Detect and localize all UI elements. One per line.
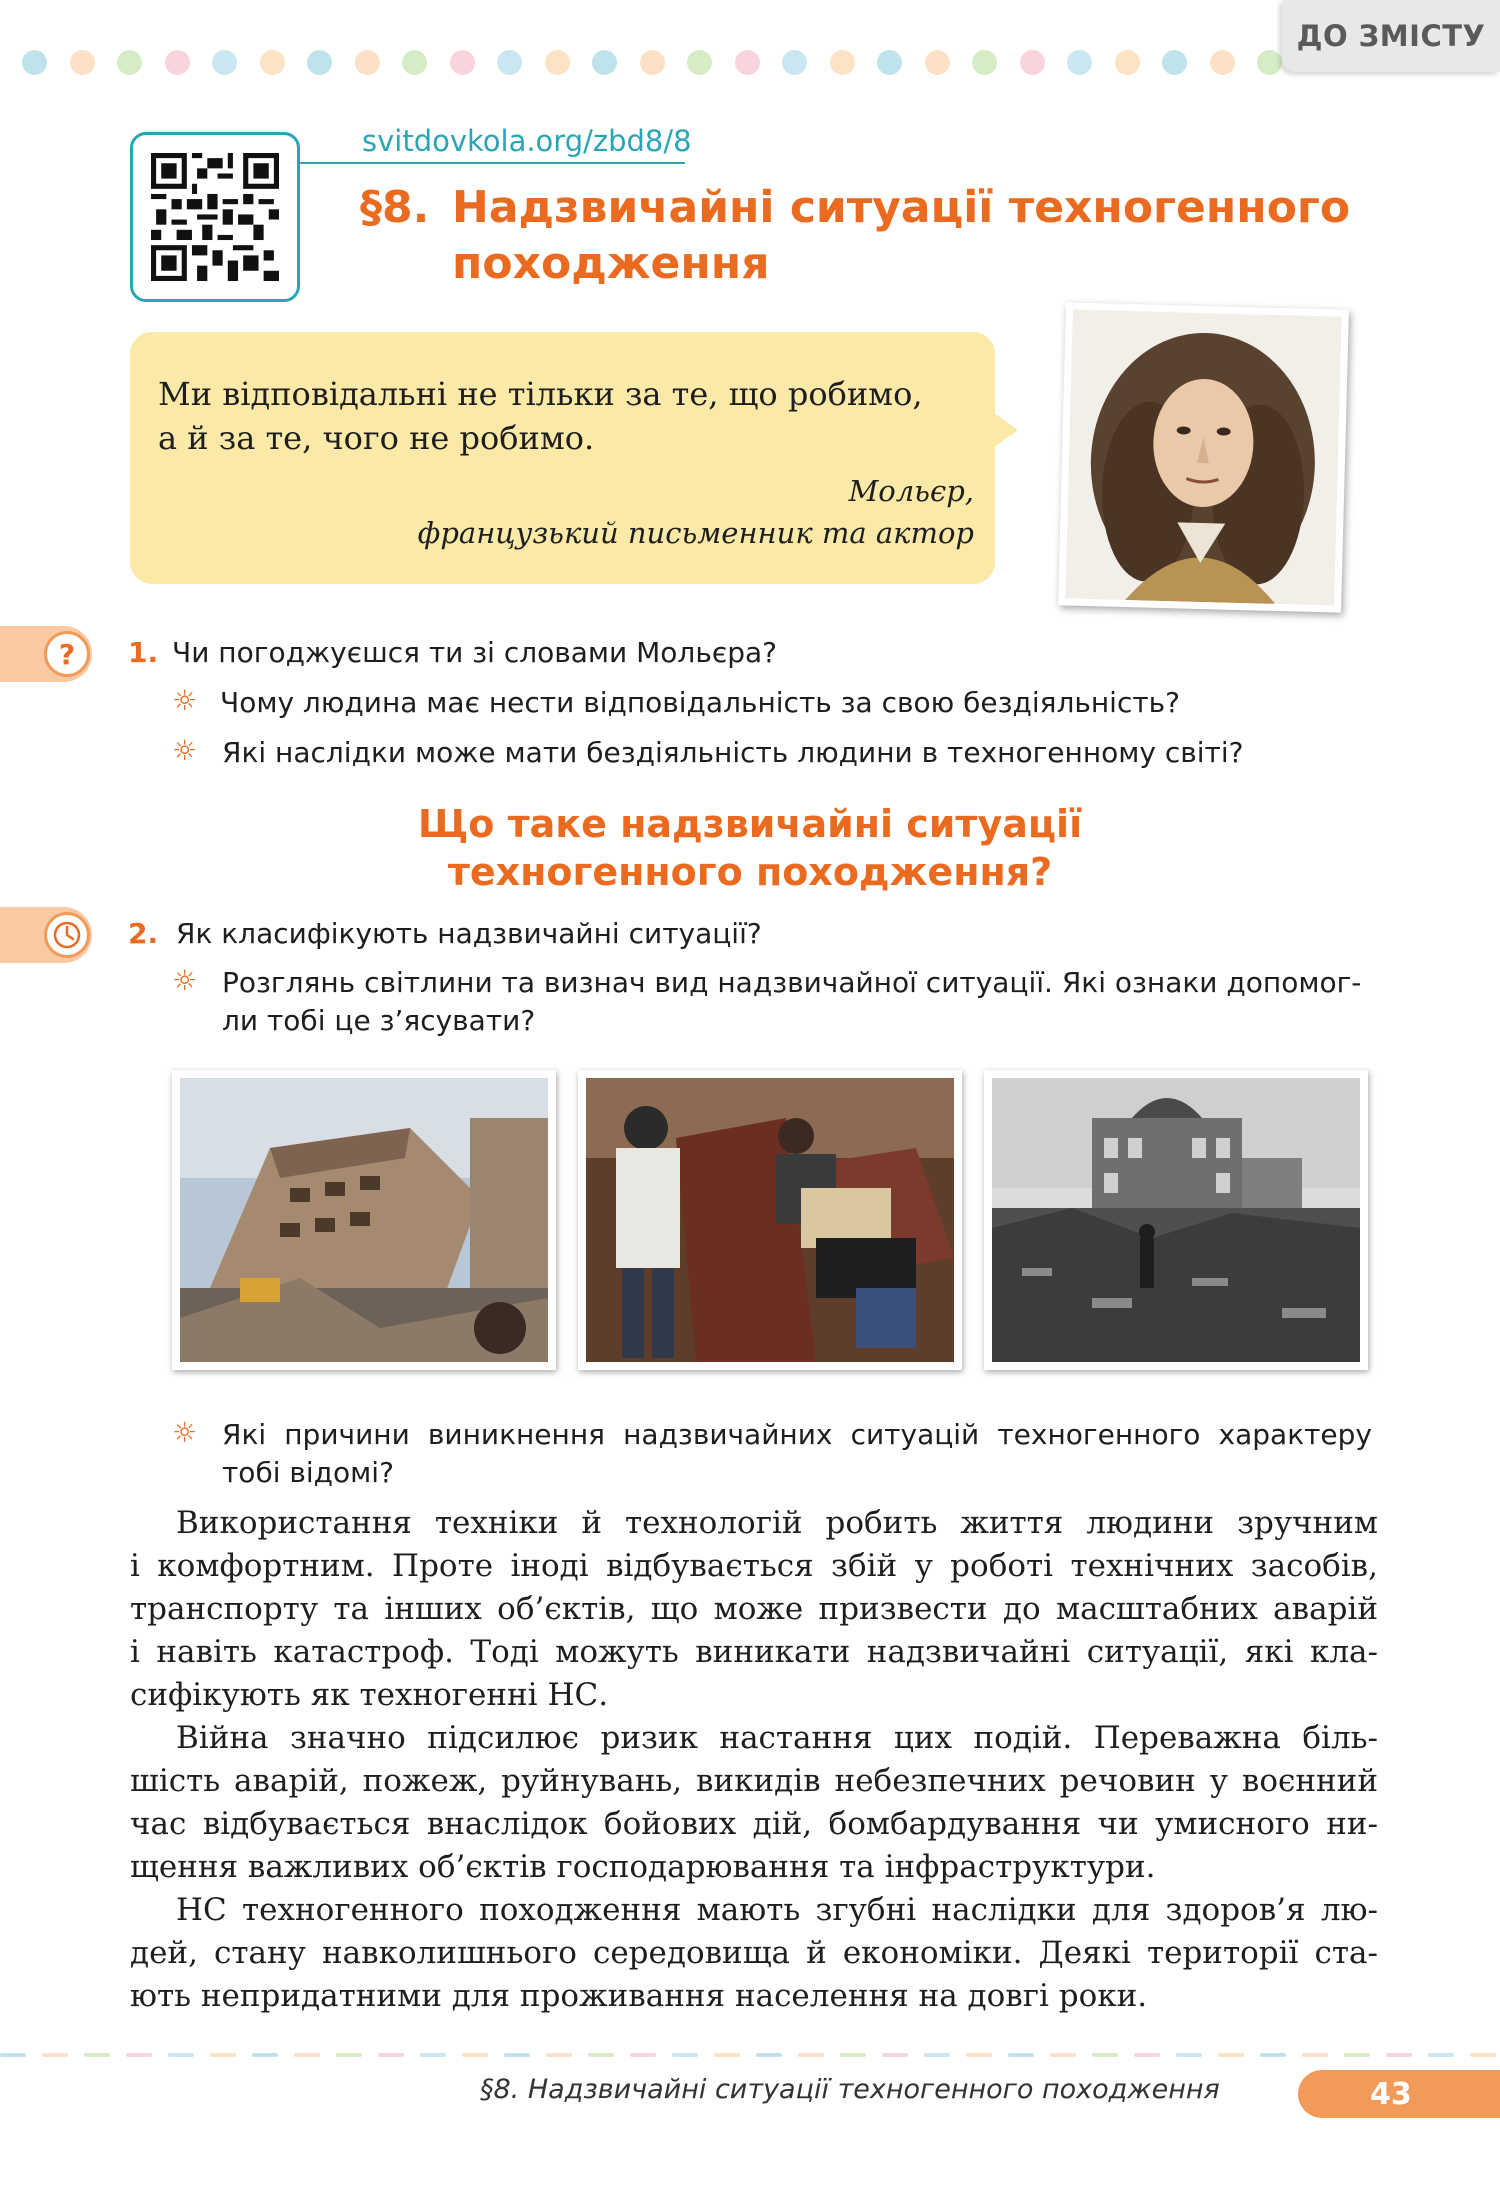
decorative-dot bbox=[877, 50, 902, 75]
decorative-dash bbox=[504, 2053, 530, 2057]
body-p1-line: і навіть катастроф. Тоді можуть виникати надзвичайні ситуації, які кла- bbox=[130, 1634, 1378, 1670]
body-p1-line: транспорту та інших об’єктів, що може призвести до масштабних аварій bbox=[130, 1591, 1378, 1627]
footer-running-title: §8. Надзвичайні ситуації техногенного походження bbox=[480, 2074, 1220, 2105]
decorative-dot bbox=[687, 50, 712, 75]
collapsed-building-image bbox=[180, 1078, 548, 1362]
decorative-dash bbox=[168, 2053, 194, 2057]
question1-number: 1. bbox=[128, 636, 159, 669]
decorative-dash bbox=[756, 2053, 782, 2057]
clock-icon-svg bbox=[51, 919, 83, 951]
url-underline bbox=[300, 162, 685, 164]
decorative-dash bbox=[210, 2053, 236, 2057]
body-p3-line: ють непридатними для проживання населення на довгі роки. bbox=[130, 1978, 1148, 2014]
decorative-dash bbox=[462, 2053, 488, 2057]
question2-bullet1 bbox=[222, 964, 1382, 1040]
paragraph-number: §8. bbox=[360, 182, 430, 233]
decorative-dot bbox=[70, 50, 95, 75]
decorative-dash bbox=[588, 2053, 614, 2057]
decorative-dash bbox=[336, 2053, 362, 2057]
body-p3-line: дей, стану навколишнього середовища й економіки. Деякі території ста- bbox=[130, 1935, 1378, 1971]
portrait-image bbox=[1065, 310, 1341, 606]
decorative-dash bbox=[1260, 2053, 1286, 2057]
decorative-dash bbox=[966, 2053, 992, 2057]
decorative-dot bbox=[592, 50, 617, 75]
decorative-dot bbox=[260, 50, 285, 75]
clock-icon bbox=[44, 912, 90, 958]
bottom-decorative-dashes bbox=[0, 2053, 1500, 2059]
question2-bullet1-line1: Розглянь світлини та визнач вид надзвичайної ситуації. Які ознаки допомог- bbox=[222, 966, 1362, 999]
decorative-dash bbox=[840, 2053, 866, 2057]
quote-attribution bbox=[400, 470, 974, 554]
decorative-dash bbox=[924, 2053, 950, 2057]
quote-text bbox=[158, 372, 978, 460]
toc-link[interactable]: ДО ЗМІСТУ bbox=[1282, 0, 1500, 72]
decorative-dot bbox=[545, 50, 570, 75]
decorative-dash bbox=[42, 2053, 68, 2057]
sun-bullet-icon: ☼ bbox=[172, 1416, 198, 1449]
body-p1-line: сифікують як техногенні НС. bbox=[130, 1677, 609, 1713]
decorative-dash bbox=[1428, 2053, 1454, 2057]
decorative-dot bbox=[1115, 50, 1140, 75]
body-p2-line: щення важливих об’єктів господарювання та інфраструктури. bbox=[130, 1849, 1156, 1885]
decorative-dot bbox=[165, 50, 190, 75]
decorative-dash bbox=[294, 2053, 320, 2057]
decorative-dot bbox=[830, 50, 855, 75]
section-heading-line1: Що таке надзвичайні ситуації bbox=[417, 802, 1083, 846]
photo-people-in-church bbox=[578, 1070, 962, 1370]
question2-bullet2-line1: Які причини виникнення надзвичайних ситуацій техногенного характеру bbox=[222, 1418, 1372, 1451]
decorative-dash bbox=[252, 2053, 278, 2057]
quote-line1: Ми відповідальні не тільки за те, що робимо, bbox=[158, 375, 923, 413]
quote-line2: а й за те, чого не робимо. bbox=[158, 419, 595, 457]
body-paragraph-3 bbox=[130, 1889, 1378, 2018]
moliere-portrait bbox=[1058, 302, 1349, 612]
decorative-dash bbox=[714, 2053, 740, 2057]
decorative-dot bbox=[22, 50, 47, 75]
url-link[interactable]: svitdovkola.org/zbd8/8 bbox=[362, 124, 692, 158]
decorative-dash bbox=[798, 2053, 824, 2057]
body-p2-line: шість аварій, пожеж, руйнувань, викидів небезпечних речовин у воєнний bbox=[130, 1763, 1378, 1799]
decorative-dash bbox=[1176, 2053, 1202, 2057]
decorative-dot bbox=[1257, 50, 1282, 75]
decorative-dot bbox=[972, 50, 997, 75]
decorative-dash bbox=[546, 2053, 572, 2057]
decorative-dot bbox=[402, 50, 427, 75]
decorative-dash bbox=[672, 2053, 698, 2057]
people-in-church-image bbox=[586, 1078, 954, 1362]
question2-bullet1-line2: ли тобі це з’ясувати? bbox=[222, 1004, 536, 1037]
question2-bullet2 bbox=[222, 1416, 1372, 1492]
sun-bullet-icon: ☼ bbox=[172, 964, 198, 997]
decorative-dot bbox=[1210, 50, 1235, 75]
top-decorative-dots bbox=[22, 50, 1282, 74]
page-title-line2: походження bbox=[452, 238, 770, 289]
quote-bubble-tail bbox=[990, 410, 1018, 450]
decorative-dot bbox=[497, 50, 522, 75]
decorative-dash bbox=[630, 2053, 656, 2057]
ruined-city-image bbox=[992, 1078, 1360, 1362]
decorative-dot bbox=[782, 50, 807, 75]
question2-bullet2-line2: тобі відомі? bbox=[222, 1456, 394, 1489]
decorative-dot bbox=[1020, 50, 1045, 75]
decorative-dot bbox=[355, 50, 380, 75]
section-heading-line2: техногенного походження? bbox=[447, 850, 1053, 894]
decorative-dash bbox=[84, 2053, 110, 2057]
decorative-dash bbox=[1218, 2053, 1244, 2057]
body-p1-line: і комфортним. Проте іноді відбувається збій у роботі технічних засобів, bbox=[130, 1548, 1378, 1584]
body-p1-line: Використання техніки й технологій робить життя людини зручним bbox=[176, 1505, 1378, 1541]
decorative-dash bbox=[1134, 2053, 1160, 2057]
decorative-dot bbox=[1162, 50, 1187, 75]
question2-number: 2. bbox=[128, 917, 159, 950]
quote-author-role: французький письменник та актор bbox=[417, 516, 974, 550]
qr-code-icon bbox=[151, 153, 279, 281]
decorative-dash bbox=[882, 2053, 908, 2057]
decorative-dot bbox=[640, 50, 665, 75]
decorative-dash bbox=[378, 2053, 404, 2057]
decorative-dash bbox=[1050, 2053, 1076, 2057]
question1-text: Чи погоджуєшся ти зі словами Мольєра? bbox=[172, 636, 777, 669]
decorative-dash bbox=[420, 2053, 446, 2057]
decorative-dash bbox=[1008, 2053, 1034, 2057]
decorative-dot bbox=[735, 50, 760, 75]
body-p2-line: Війна значно підсилює ризик настання цих подій. Переважна біль- bbox=[176, 1720, 1378, 1756]
question1-bullet1: Чому людина має нести відповідальність за свою бездіяльність? bbox=[220, 686, 1181, 719]
decorative-dot bbox=[117, 50, 142, 75]
decorative-dot bbox=[307, 50, 332, 75]
body-p3-line: НС техногенного походження мають згубні наслідки для здоров’я лю- bbox=[176, 1892, 1378, 1928]
decorative-dash bbox=[1344, 2053, 1370, 2057]
sun-bullet-icon: ☼ bbox=[172, 734, 198, 767]
photo-ruined-city bbox=[984, 1070, 1368, 1370]
decorative-dash bbox=[1302, 2053, 1328, 2057]
question2-text: Як класифікують надзвичайні ситуації? bbox=[176, 917, 762, 950]
body-p2-line: час відбувається внаслідок бойових дій, бомбардування чи умисного ни- bbox=[130, 1806, 1378, 1842]
page-title-line1: Надзвичайні ситуації техногенного bbox=[452, 182, 1351, 233]
decorative-dash bbox=[1092, 2053, 1118, 2057]
question-mark-icon: ? bbox=[44, 631, 90, 677]
decorative-dot bbox=[450, 50, 475, 75]
decorative-dash bbox=[1386, 2053, 1412, 2057]
decorative-dash bbox=[1470, 2053, 1496, 2057]
body-paragraph-2 bbox=[130, 1717, 1378, 1889]
body-paragraph-1 bbox=[130, 1502, 1378, 1717]
photo-collapsed-building bbox=[172, 1070, 556, 1370]
section-heading bbox=[200, 800, 1300, 896]
sun-bullet-icon: ☼ bbox=[172, 684, 198, 717]
question1-bullet2: Які наслідки може мати бездіяльність людини в техногенному світі? bbox=[222, 736, 1244, 769]
decorative-dot bbox=[925, 50, 950, 75]
decorative-dash bbox=[126, 2053, 152, 2057]
page-number: 43 bbox=[1298, 2070, 1500, 2118]
qr-code bbox=[130, 132, 300, 302]
decorative-dash bbox=[0, 2053, 26, 2057]
decorative-dot bbox=[212, 50, 237, 75]
decorative-dot bbox=[1067, 50, 1092, 75]
quote-author: Мольєр, bbox=[848, 474, 974, 508]
